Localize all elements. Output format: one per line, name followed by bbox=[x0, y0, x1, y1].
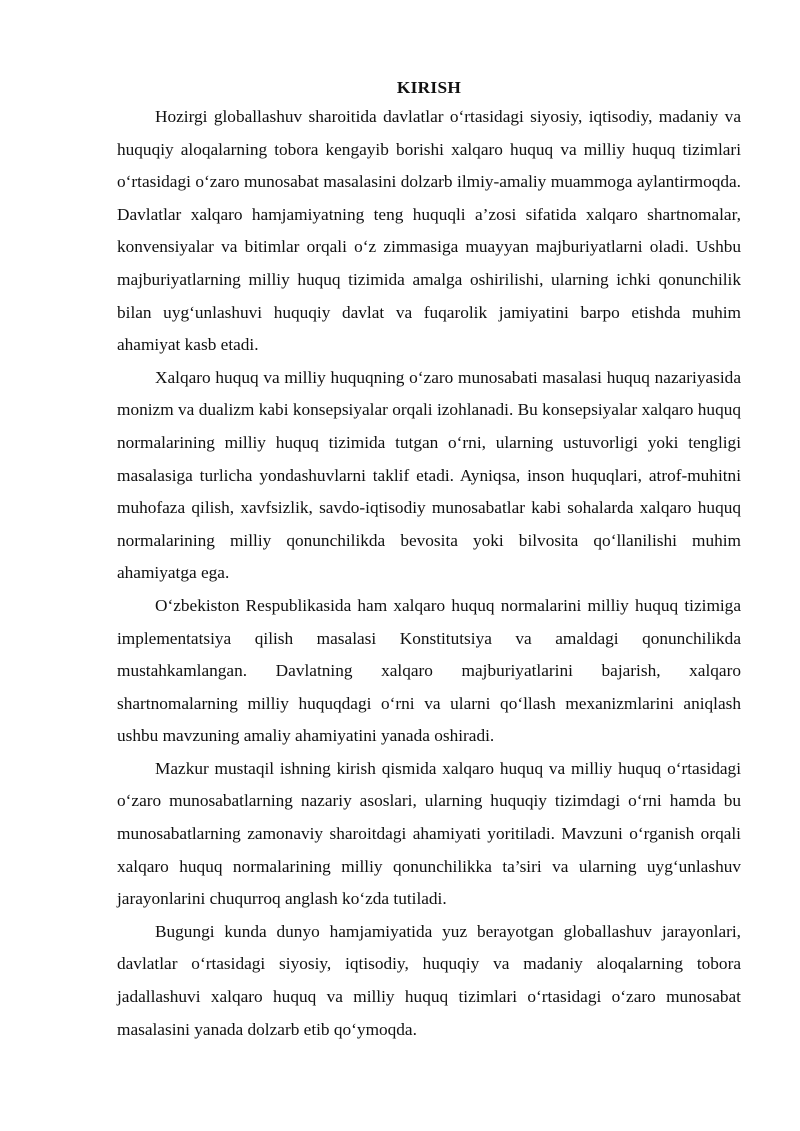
page-title: KIRISH bbox=[396, 78, 462, 97]
document-page bbox=[117, 75, 741, 1046]
paragraph-1: Hozirgi globallashuv sharoitida davlatlar o‘rtasidagi siyosiy, iqtisodiy, madaniy va huquqiy aloqalarning tobora kengayib borishi xalqaro huquq va milliy huquq tizimlari o‘rtasidagi o‘zaro munosabat masalasini dolzarb ilmiy-amaliy muammoga aylantirmoqda. Davlatlar xalqaro hamjamiyatning teng huquqli a’zosi sifatida xalqaro shartnomalar, konvensiyalar va bitimlar orqali o‘z zimmasiga muayyan majburiyatlarni oladi. Ushbu majburiyatlarning milliy huquq tizimida amalga oshirilishi, ularning ichki qonunchilik bilan uyg‘unlashuvi huquqiy davlat va fuqarolik jamiyatini barpo etishda muhim ahamiyat kasb etadi. bbox=[117, 107, 741, 355]
paragraph-3: O‘zbekiston Respublikasida ham xalqaro huquq normalarini milliy huquq tizimiga implementatsiya qilish masalasi Konstitutsiya va amaldagi qonunchilikda mustahkamlangan. Davlatning xalqaro majburiyatlarini bajarish, xalqaro shartnomalarning milliy huquqdagi o‘rni va ularni qo‘llash mexanizmlarini aniqlash ushbu mavzuning amaliy ahamiyatini yanada oshiradi. bbox=[117, 595, 741, 746]
paragraph-2: Xalqaro huquq va milliy huquqning o‘zaro munosabati masalasi huquq nazariyasida monizm va dualizm kabi konsepsiyalar orqali izohlanadi. Bu konsepsiyalar xalqaro huquq normalarining milliy huquq tizimida tutgan o‘rni, ularning ustuvorligi yoki tengligi masalasiga turlicha yondashuvlarni taklif etadi. Ayniqsa, inson huquqlari, atrof-muhitni muhofaza qilish, xavfsizlik, savdo-iqtisodiy munosabatlar kabi sohalarda xalqaro huquq normalarining milliy qonunchilikda bevosita yoki bilvosita qo‘llanilishi muhim ahamiyatga ega. bbox=[117, 367, 741, 583]
paragraph-5: Bugungi kunda dunyo hamjamiyatida yuz berayotgan globallashuv jarayonlari, davlatlar o‘rtasidagi siyosiy, iqtisodiy, huquqiy va madaniy aloqalarning tobora jadallashuvi xalqaro huquq va milliy huquq tizimlari o‘rtasidagi o‘zaro munosabat masalasini yanada dolzarb etib qo‘ymoqda. bbox=[117, 921, 741, 1039]
paragraph-4: Mazkur mustaqil ishning kirish qismida xalqaro huquq va milliy huquq o‘rtasidagi o‘zaro munosabatlarning nazariy asoslari, ularning huquqiy tizimdagi o‘rni hamda bu munosabatlarning zamonaviy sharoitdagi ahamiyati yoritiladi. Mavzuni o‘rganish orqali xalqaro huquq normalarining milliy qonunchilikka ta’siri va ularning uyg‘unlashuv jarayonlarini chuqurroq anglash ko‘zda tutiladi. bbox=[117, 758, 741, 909]
